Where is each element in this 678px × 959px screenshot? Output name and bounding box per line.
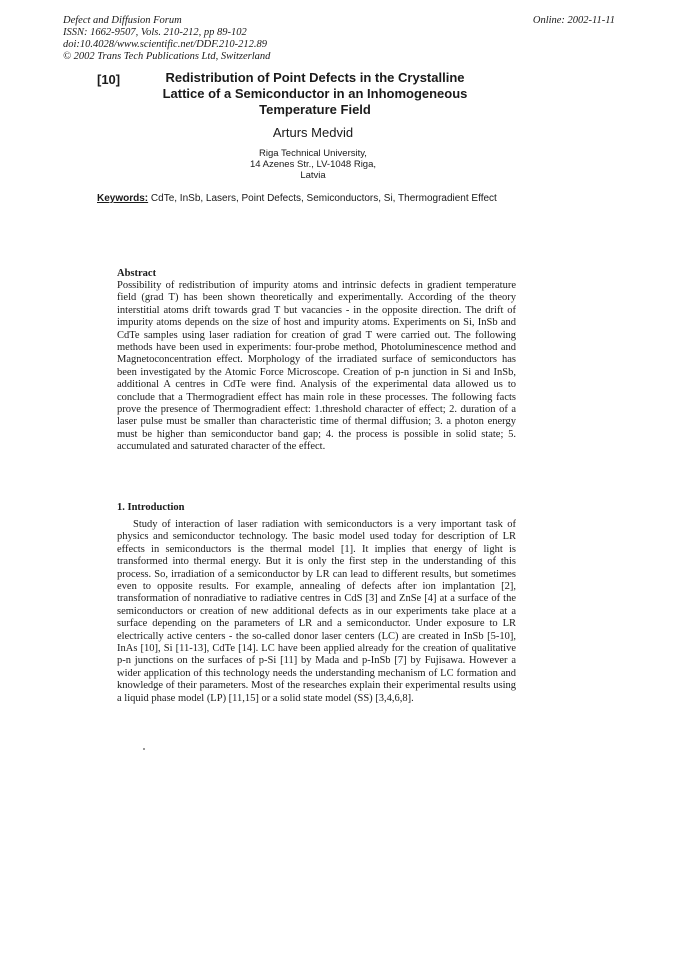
stray-mark: [143, 748, 145, 750]
introduction-text: Study of interaction of laser radiation with semiconductors is a very important task of physics and semiconductor technology. The basic model used today for description of LR effects in semiconductors is the thermal model [1]. It implies that energy of light is transformed into thermal energy. But it is only the first step in the understanding of this process. So, irradiation of a semiconductor by LR can lead to different results, but sometimes even to opposite results. For example, annealing of defects after ion implantation [2], transformation of nonradiative to radiative centres in CdS [3] and ZnSe [4] at a surface of the semiconductors or creation of new additional defects as in our experiments take place at a surface depending on the parameters of LR and a semiconductor. Under exposure to LR electrically active centers - the so-called donor laser centers (LC) are created in InSb [5-10], InAs [10], Si [11-13], CdTe [14]. LC have been applied already for the creation of qualitative p-n junctions on the surfaces of p-Si [11] by Mada and p-InSb [7] by Fujisawa. However a wider application of this technology needs the understanding mechanism of LC formation and knowledge of their parameters. Most of the researches explain their experimental results using a liquid phase model (LP) [11,15] or a solid state model (SS) [3,4,6,8].: [117, 519, 516, 704]
paper-number: [10]: [97, 72, 121, 87]
copyright-line: © 2002 Trans Tech Publications Ltd, Switzerland: [63, 51, 271, 62]
author-name: Arturs Medvid: [272, 125, 354, 140]
doi-line[interactable]: doi:10.4028/www.scientific.net/DDF.210-212.89: [63, 39, 268, 50]
journal-name: Defect and Diffusion Forum: [63, 15, 182, 26]
affiliation-line: 14 Azenes Str., LV-1048 Riga,: [249, 159, 377, 170]
keywords-list: CdTe, InSb, Lasers, Point Defects, Semiconductors, Si, Thermogradient Effect: [150, 193, 497, 204]
affiliation-line: Latvia: [300, 170, 326, 181]
keywords: [97, 193, 567, 204]
abstract-text: Possibility of redistribution of impurity atoms and intrinsic defects in gradient temperature field (grad T) has been shown theoretically and experimentally. According of the theory interstitial atoms drift towards grad T but vacancies - in the opposite direction. The drift of impurity atoms depends on the size of host and impurity atoms. Experiments on Si, InSb and CdTe samples using laser radiation for creation of grad T were carried out. The following methods have been used in experiments: four-probe method, Photoluminescence method and Magnetoconcentration effect. Morphology of the irradiated surface of semiconductors has been investigated by the Atomic Force Microscope. Creation of p-n junction in Si and InSb, additional A centres in CdTe were find. Analysis of the experimental data allowed us to conclude that a Thermogradient effect has main role in these processes. The following facts prove the presence of Thermogradient effect: 1.threshold character of effect; 2. duration of a laser pulse must be smaller than characteristic time of thermal diffusion; 3. a photon energy must be higher than semiconductor band gap; 4. the process is possible in solid state; 5. accumulated and saturated character of the effect.: [117, 280, 516, 453]
abstract-heading: Abstract: [117, 268, 157, 279]
keywords-label: Keywords:: [97, 193, 149, 204]
issn-line: ISSN: 1662-9507, Vols. 210-212, pp 89-102: [63, 27, 247, 38]
introduction-heading: 1. Introduction: [117, 502, 185, 513]
affiliation-line: Riga Technical University,: [259, 148, 367, 159]
affiliation: [0, 148, 626, 181]
journal-header: [63, 15, 423, 63]
online-date: Online: 2002-11-11: [532, 15, 615, 26]
paper-title: Redistribution of Point Defects in the Crystalline Lattice of a Semiconductor in an Inhomogeneous Temperature Field: [162, 70, 468, 117]
